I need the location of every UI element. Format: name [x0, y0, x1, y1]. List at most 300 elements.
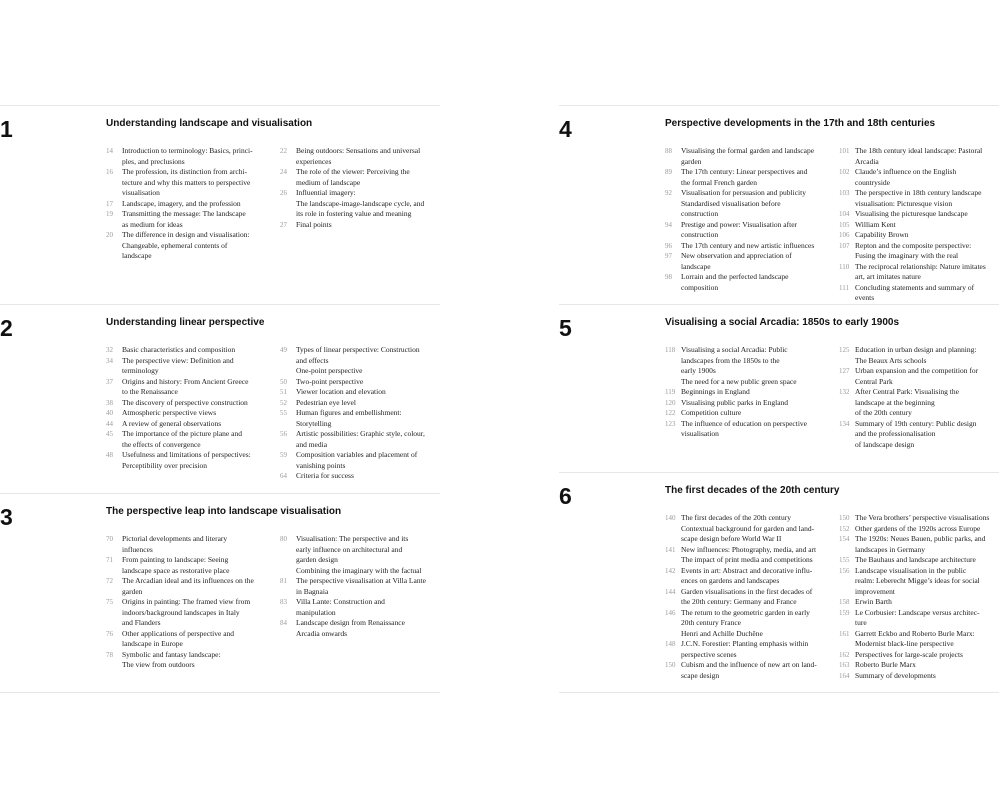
page-number: 134	[839, 419, 850, 428]
toc-entry	[106, 597, 274, 629]
entry-title-line: Basic characteristics and composition	[122, 345, 236, 354]
page-number: 150	[665, 661, 676, 669]
toc-entry	[280, 429, 442, 450]
entry-title-line: landscapes in Germany	[855, 544, 925, 554]
entry-title-line: From painting to landscape: Seeing	[122, 555, 229, 564]
chapter-number: 1	[0, 116, 13, 142]
toc-entry	[839, 283, 1000, 304]
entry-title-line: Viewer location and elevation	[296, 387, 386, 396]
entry-title-line: Perceptibility over precision	[122, 460, 207, 470]
page-number: 88	[665, 147, 672, 155]
entry-title-line: Fusing the imaginary with the real	[855, 251, 959, 260]
entry-title-line: Perspectives for large-scale projects	[855, 649, 963, 659]
entry-title-line: in Bagnaia	[296, 586, 329, 596]
entry-title-line: The profession, its distinction from archi-	[122, 167, 247, 176]
toc-entry	[106, 345, 274, 356]
toc-entry	[839, 146, 1000, 167]
entry-title-line: The Bauhaus and landscape architecture	[855, 555, 976, 564]
entry-title-line: garden design	[296, 555, 338, 564]
toc-entry	[106, 576, 274, 597]
toc-entry	[665, 566, 833, 587]
entry-title-line: medium of landscape	[296, 177, 361, 187]
toc-column-left	[665, 345, 833, 440]
page-number: 70	[106, 535, 113, 543]
page-number: 32	[106, 346, 113, 354]
entry-title-line: perspective scenes	[681, 649, 737, 659]
toc-entry	[839, 608, 1000, 629]
page-number: 150	[839, 514, 850, 522]
page-number: 141	[665, 545, 676, 554]
entry-title-line: of landscape design	[855, 439, 915, 449]
toc-entry	[665, 345, 833, 387]
page-number: 159	[839, 608, 850, 617]
toc-column-left	[106, 345, 274, 471]
page-number: 107	[839, 241, 850, 250]
entry-title-line: Summary of 19th century: Public design	[855, 418, 977, 428]
toc-entry	[665, 188, 833, 220]
entry-title-line: Origins in painting: The framed view from	[122, 597, 251, 606]
page-number: 16	[106, 168, 113, 176]
chapter-number: 3	[0, 504, 13, 530]
page-number: 144	[665, 587, 676, 596]
entry-title-line: The landscape-image-landscape cycle, and	[296, 198, 425, 208]
entry-title-line: Introduction to terminology: Basics, princi-	[122, 146, 253, 155]
entry-title-line: indoors/background landscapes in Italy	[122, 607, 240, 617]
entry-title-line: J.C.N. Forestier: Planting emphasis within	[681, 639, 809, 648]
toc-column-left	[106, 146, 274, 262]
page-number: 84	[280, 619, 287, 627]
page-number: 110	[839, 262, 850, 271]
toc-entry	[280, 450, 442, 471]
page-number: 45	[106, 430, 113, 438]
entry-title-line: terminology	[122, 366, 159, 375]
entry-title-line: New observation and appreciation of	[681, 251, 792, 260]
page-number: 119	[665, 388, 676, 396]
entry-title-line: Influential imagery:	[296, 188, 356, 197]
entry-title-line: to the Renaissance	[122, 387, 178, 396]
toc-entry	[665, 241, 833, 252]
entry-title-line: countryside	[855, 177, 890, 187]
entry-title-line: Education in urban design and planning:	[855, 345, 977, 354]
toc-entry	[839, 660, 1000, 671]
entry-title-line: construction	[681, 209, 719, 218]
entry-title-line: the effects of convergence	[122, 439, 201, 449]
toc-entry	[280, 398, 442, 409]
page-number: 111	[839, 283, 849, 292]
entry-title-line: and media	[296, 439, 328, 449]
entry-title-line: Visualisation for persuasion and publicity	[681, 188, 806, 197]
page-number: 132	[839, 388, 850, 396]
entry-title-line: The 17th century: Linear perspectives and	[681, 167, 808, 176]
entry-title-line: Henri and Achille Duchêne	[681, 628, 763, 638]
toc-entry	[839, 387, 1000, 419]
toc-entry	[839, 209, 1000, 220]
page-number: 37	[106, 377, 113, 386]
toc-entry	[665, 251, 833, 272]
page-number: 120	[665, 398, 676, 407]
chapter-title: The first decades of the 20th century	[665, 485, 840, 496]
page-number: 44	[106, 419, 113, 428]
entry-title-line: Modernist black-line perspective	[855, 639, 954, 648]
toc-entry	[665, 639, 833, 660]
entry-title-line: Symbolic and fantasy landscape:	[122, 649, 221, 659]
page-number: 103	[839, 189, 850, 197]
toc-entry	[839, 597, 1000, 608]
toc-entry	[106, 167, 274, 199]
page-number: 102	[839, 168, 850, 176]
entry-title-line: One-point perspective	[296, 366, 363, 375]
toc-entry	[280, 188, 442, 220]
entry-title-line: Arcadia onwards	[296, 628, 348, 638]
toc-entry	[665, 220, 833, 241]
toc-entry	[839, 345, 1000, 366]
entry-title-line: Arcadia	[855, 156, 879, 166]
entry-title-line: Visualising the picturesque landscape	[855, 209, 968, 218]
page-number: 125	[839, 346, 850, 354]
entry-title-line: Urban expansion and the competition for	[855, 366, 979, 375]
entry-title-line: The influence of education on perspective	[681, 418, 807, 428]
chapter-number: 6	[559, 483, 572, 509]
entry-title-line: Central Park	[855, 376, 893, 386]
entry-title-line: Criteria for success	[296, 471, 354, 480]
entry-title-line: The Arcadian ideal and its influences on the	[122, 576, 254, 585]
toc-entry	[106, 146, 274, 167]
page-number: 92	[665, 189, 672, 197]
page-number: 81	[280, 577, 287, 585]
entry-title-line: New influences: Photography, media, and art	[681, 544, 817, 554]
toc-entry	[839, 262, 1000, 283]
entry-title-line: visualisation	[122, 188, 160, 197]
divider	[0, 692, 440, 693]
toc-entry	[280, 220, 442, 231]
toc-entry	[839, 629, 1000, 650]
page-number: 14	[106, 147, 113, 155]
toc-entry	[839, 555, 1000, 566]
entry-title-line: Roberto Burle Marx	[855, 660, 916, 669]
entry-title-line: The difference in design and visualisation:	[122, 230, 250, 239]
entry-title-line: ples, and preclusions	[122, 156, 185, 166]
chapter-title: The perspective leap into landscape visualisation	[106, 506, 342, 517]
page-number: 52	[280, 398, 287, 407]
page-number: 146	[665, 608, 676, 617]
toc-entry	[839, 524, 1000, 535]
toc-entry	[839, 671, 1000, 682]
entry-title-line: ences on gardens and landscapes	[681, 576, 780, 585]
toc-column-right	[839, 513, 1000, 681]
entry-title-line: Atmospheric perspective views	[122, 408, 217, 417]
divider	[0, 304, 440, 305]
page-number: 98	[665, 273, 672, 281]
entry-title-line: The role of the viewer: Perceiving the	[296, 167, 410, 176]
toc-entry	[106, 650, 274, 671]
toc-entry	[839, 650, 1000, 661]
page-number: 156	[839, 566, 850, 575]
toc-entry	[280, 471, 442, 482]
entry-title-line: Garden visualisations in the first decades of	[681, 586, 813, 596]
entry-title-line: Landscape, imagery, and the profession	[122, 198, 241, 208]
divider	[559, 304, 999, 305]
entry-title-line: The need for a new public green space	[681, 376, 797, 386]
entry-title-line: Landscape design from Renaissance	[296, 618, 405, 627]
page-number: 140	[665, 514, 676, 522]
entry-title-line: Usefulness and limitations of perspectives:	[122, 450, 251, 459]
toc-entry	[280, 534, 442, 576]
toc-entry	[839, 513, 1000, 524]
page-number: 83	[280, 598, 287, 606]
entry-title-line: The perspective visualisation at Villa Lante	[296, 576, 426, 585]
toc-entry	[839, 566, 1000, 598]
entry-title-line: The reciprocal relationship: Nature imitates	[855, 261, 986, 271]
entry-title-line: landscape at the beginning	[855, 397, 935, 407]
divider	[559, 472, 999, 473]
toc-column-right	[280, 534, 442, 639]
entry-title-line: early influence on architectural and	[296, 544, 403, 554]
entry-title-line: as medium for ideas	[122, 219, 183, 229]
toc-entry	[665, 513, 833, 545]
page-number: 101	[839, 147, 850, 155]
toc-column-left	[665, 513, 833, 681]
entry-title-line: Pedestrian eye level	[296, 397, 356, 407]
page-number: 148	[665, 640, 676, 648]
entry-title-line: Garrett Eckbo and Roberto Burle Marx:	[855, 628, 975, 638]
toc-entry	[280, 597, 442, 618]
entry-title-line: art, art imitates nature	[855, 272, 921, 281]
entry-title-line: Artistic possibilities: Graphic style, colour,	[296, 429, 425, 438]
entry-title-line: Le Corbusier: Landscape versus architec-	[855, 607, 980, 617]
page-number: 27	[280, 220, 287, 229]
entry-title-line: The importance of the picture plane and	[122, 429, 242, 438]
page-number: 64	[280, 472, 287, 480]
page-number: 142	[665, 566, 676, 575]
entry-title-line: A review of general observations	[122, 418, 222, 428]
page-number: 163	[839, 661, 850, 669]
toc-entry	[106, 377, 274, 398]
entry-title-line: Villa Lante: Construction and	[296, 597, 385, 606]
page-number: 72	[106, 577, 113, 585]
toc-entry	[106, 408, 274, 419]
toc-column-right	[839, 345, 1000, 450]
entry-title-line: Concluding statements and summary of	[855, 282, 975, 292]
page-number: 155	[839, 556, 850, 564]
page-number: 161	[839, 629, 850, 638]
page-number: 127	[839, 367, 850, 375]
entry-title-line: The Beaux Arts schools	[855, 355, 927, 365]
page-number: 20	[106, 231, 113, 239]
chapter-number: 2	[0, 315, 13, 341]
entry-title-line: The return to the geometric garden in early	[681, 607, 810, 617]
toc-column-left	[106, 534, 274, 671]
toc-column-right	[280, 146, 442, 230]
toc-entry	[665, 419, 833, 440]
entry-title-line: visualisation	[681, 429, 719, 438]
entry-title-line: improvement	[855, 586, 895, 596]
toc-entry	[839, 188, 1000, 209]
toc-entry	[106, 555, 274, 576]
divider	[559, 105, 999, 106]
entry-title-line: Cubism and the influence of new art on land-	[681, 660, 817, 669]
toc-entry	[106, 230, 274, 262]
entry-title-line: Events in art: Abstract and decorative influ-	[681, 565, 813, 575]
divider	[0, 493, 440, 494]
entry-title-line: realm: Leberecht Migge’s ideas for social	[855, 576, 980, 585]
page-number: 94	[665, 220, 672, 229]
entry-title-line: Two-point perspective	[296, 376, 364, 386]
toc-entry	[839, 220, 1000, 231]
entry-title-line: The discovery of perspective construction	[122, 397, 248, 407]
toc-entry	[839, 419, 1000, 451]
page-number: 40	[106, 409, 113, 417]
toc-entry	[665, 608, 833, 640]
page-number: 123	[665, 419, 676, 428]
chapter-title: Understanding linear perspective	[106, 317, 265, 328]
page-number: 104	[839, 210, 850, 218]
toc-entry	[839, 241, 1000, 262]
toc-entry	[665, 272, 833, 293]
toc-entry	[106, 356, 274, 377]
entry-title-line: After Central Park: Visualising the	[855, 387, 959, 396]
entry-title-line: Combining the imaginary with the factual	[296, 565, 422, 575]
entry-title-line: Other gardens of the 1920s across Europe	[855, 523, 981, 533]
toc-column-left	[665, 146, 833, 293]
page-number: 56	[280, 430, 287, 438]
entry-title-line: Being outdoors: Sensations and universal	[296, 146, 421, 155]
page-number: 55	[280, 409, 287, 417]
toc-entry	[839, 167, 1000, 188]
entry-title-line: Types of linear perspective: Construction	[296, 345, 420, 354]
toc-entry	[839, 230, 1000, 241]
toc-entry	[280, 618, 442, 639]
chapter-title: Visualising a social Arcadia: 1850s to early 1900s	[665, 317, 900, 328]
entry-title-line: Beginnings in England	[681, 387, 750, 396]
page-number: 49	[280, 346, 287, 354]
entry-title-line: Competition culture	[681, 408, 742, 417]
entry-title-line: vanishing points	[296, 460, 346, 470]
entry-title-line: Contextual background for garden and land-	[681, 523, 815, 533]
entry-title-line: and the professionalisation	[855, 429, 936, 438]
toc-entry	[280, 345, 442, 377]
entry-title-line: Standardised visualisation before	[681, 198, 781, 208]
toc-entry	[106, 534, 274, 555]
entry-title-line: Claude’s influence on the English	[855, 167, 957, 176]
chapter-title: Understanding landscape and visualisation	[106, 118, 313, 129]
entry-title-line: scape design before World War II	[681, 534, 782, 543]
entry-title-line: The view from outdoors	[122, 660, 195, 669]
entry-title-line: Capability Brown	[855, 230, 909, 239]
entry-title-line: ture	[855, 618, 867, 627]
toc-entry	[106, 398, 274, 409]
toc-entry	[106, 199, 274, 210]
page-number: 158	[839, 598, 850, 606]
entry-title-line: The perspective in 18th century landscape	[855, 188, 982, 197]
entry-title-line: construction	[681, 230, 719, 239]
entry-title-line: its role in fostering value and meaning	[296, 209, 412, 218]
entry-title-line: Transmitting the message: The landscape	[122, 209, 246, 218]
page-number: 89	[665, 168, 672, 176]
page-number: 48	[106, 451, 113, 459]
toc-entry	[665, 398, 833, 409]
page-number: 80	[280, 535, 287, 543]
page-number: 105	[839, 220, 850, 229]
page-number: 164	[839, 671, 850, 680]
entry-title-line: experiences	[296, 156, 332, 166]
page-number: 75	[106, 598, 113, 606]
chapter-number: 4	[559, 116, 572, 142]
entry-title-line: Repton and the composite perspective:	[855, 240, 972, 250]
entry-title-line: Visualising the formal garden and landscape	[681, 146, 815, 155]
toc-entry	[839, 366, 1000, 387]
chapter-title: Perspective developments in the 17th and 18th centuries	[665, 118, 936, 129]
entry-title-line: Visualisation: The perspective and its	[296, 534, 409, 543]
toc-entry	[839, 534, 1000, 555]
page-number: 106	[839, 231, 850, 239]
entry-title-line: landscape	[681, 261, 711, 271]
entry-title-line: The 17th century and new artistic influences	[681, 240, 815, 250]
entry-title-line: scape design	[681, 670, 720, 680]
page-number: 76	[106, 629, 113, 638]
entry-title-line: influences	[122, 544, 153, 554]
toc-entry	[280, 387, 442, 398]
entry-title-line: Changeable, ephemeral contents of	[122, 240, 228, 250]
page-number: 122	[665, 409, 676, 417]
entry-title-line: the formal French garden	[681, 177, 758, 187]
entry-title-line: The perspective view: Definition and	[122, 355, 234, 365]
entry-title-line: The Vera brothers’ perspective visualisations	[855, 513, 990, 522]
entry-title-line: the 20th century: Germany and France	[681, 597, 797, 606]
entry-title-line: Human figures and embellishment:	[296, 408, 402, 417]
toc-entry	[106, 209, 274, 230]
toc-entry	[665, 545, 833, 566]
entry-title-line: Composition variables and placement of	[296, 450, 418, 459]
toc-entry	[280, 146, 442, 167]
entry-title-line: and effects	[296, 355, 329, 365]
entry-title-line: Other applications of perspective and	[122, 628, 235, 638]
entry-title-line: The 18th century ideal landscape: Pastoral	[855, 146, 983, 155]
entry-title-line: composition	[681, 282, 719, 292]
entry-title-line: tecture and why this matters to perspective	[122, 177, 251, 187]
page-number: 26	[280, 189, 287, 197]
toc-entry	[280, 167, 442, 188]
page-number: 38	[106, 398, 113, 407]
page-number: 78	[106, 650, 113, 659]
toc-entry	[280, 408, 442, 429]
entry-title-line: Final points	[296, 219, 332, 229]
page-number: 152	[839, 524, 850, 533]
entry-title-line: garden	[681, 156, 702, 166]
entry-title-line: Visualising public parks in England	[681, 397, 789, 407]
entry-title-line: The 1920s: Neues Bauen, public parks, and	[855, 534, 986, 543]
page-number: 34	[106, 356, 113, 365]
entry-title-line: Erwin Barth	[855, 597, 892, 606]
entry-title-line: garden	[122, 586, 143, 596]
entry-title-line: Visualising a social Arcadia: Public	[681, 345, 788, 354]
toc-entry	[280, 377, 442, 388]
toc-entry	[665, 146, 833, 167]
page-number: 97	[665, 252, 672, 260]
toc-entry	[106, 429, 274, 450]
entry-title-line: Origins and history: From Ancient Greece	[122, 376, 249, 386]
toc-entry	[665, 408, 833, 419]
entry-title-line: The first decades of the 20th century	[681, 513, 791, 522]
toc-entry	[665, 660, 833, 681]
divider	[0, 105, 440, 106]
entry-title-line: landscape space as restorative place	[122, 565, 230, 575]
toc-entry	[280, 576, 442, 597]
entry-title-line: Landscape visualisation in the public	[855, 565, 967, 575]
toc-column-right	[280, 345, 442, 482]
entry-title-line: landscapes from the 1850s to the	[681, 355, 780, 365]
toc-entry	[665, 587, 833, 608]
page-number: 59	[280, 451, 287, 459]
